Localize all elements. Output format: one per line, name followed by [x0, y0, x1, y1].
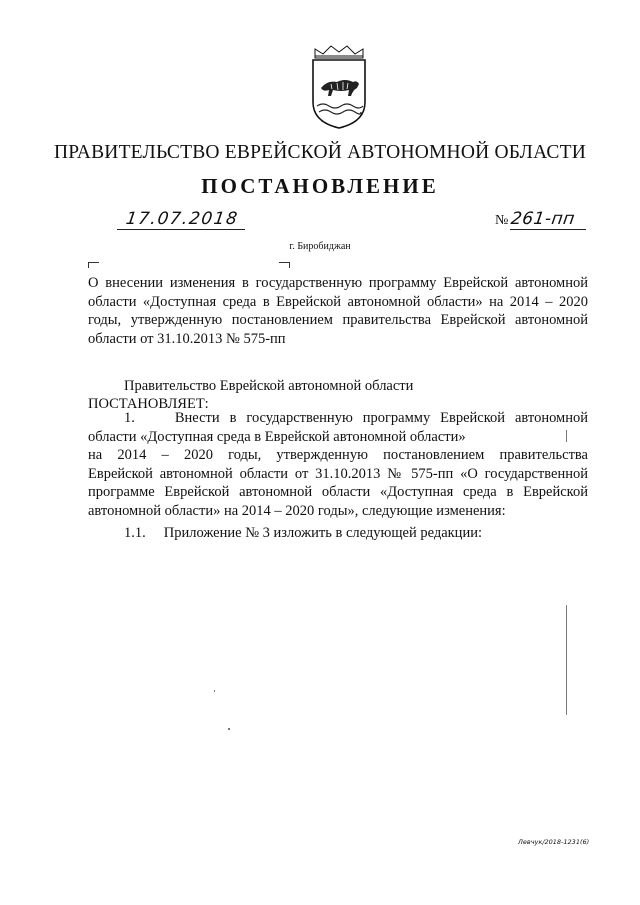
item-1-line-5: программе Еврейской автономной области «Доступная среда в Еврейской	[88, 484, 588, 500]
item-1-paragraph	[88, 409, 588, 520]
scan-artifact	[566, 605, 567, 715]
handwritten-number: 261-пп	[509, 209, 577, 229]
tiger-icon	[321, 80, 359, 96]
waves-icon	[317, 104, 363, 114]
scan-artifact	[566, 430, 567, 442]
government-title: ПРАВИТЕЛЬСТВО ЕВРЕЙСКОЙ АВТОНОМНОЙ ОБЛАСТИ	[53, 142, 587, 163]
crown-icon	[315, 46, 363, 58]
document-type-title: ПОСТАНОВЛЕНИЕ	[201, 174, 439, 198]
subject-corner-right	[279, 262, 290, 268]
item-1-line-4: Еврейской автономной области от 31.10.2013 № 575-пп «О государственной	[88, 465, 588, 482]
file-stamp: Левчук/2018-1231(6)	[518, 838, 590, 846]
scan-artifact	[228, 728, 230, 730]
item-1-line-3: на 2014 – 2020 годы, утвержденную постановлением правительства	[88, 447, 588, 463]
item-1-1-paragraph	[124, 524, 482, 543]
handwritten-date: 17.07.2018	[124, 209, 240, 229]
item-1-1-number: 1.1.	[124, 525, 146, 541]
item-1-1-text: Приложение № 3 изложить в следующей редакции:	[163, 525, 482, 541]
date-underline	[117, 229, 245, 230]
item-1-line-1: 1. Внести в государственную программу Еврейской автономной	[124, 410, 588, 426]
item-1-line-2: области «Доступная среда в Еврейской автономной области»	[88, 428, 466, 445]
resolves-label: ПОСТАНОВЛЯЕТ:	[88, 396, 209, 412]
item-1-number: 1.	[124, 410, 135, 426]
coat-of-arms-emblem	[301, 44, 377, 130]
resolving-body: Правительство Еврейской автономной области	[124, 378, 414, 394]
city-label: г. Биробиджан	[289, 241, 351, 252]
item-1-line-6: автономной области» на 2014 – 2020 годы», следующие изменения:	[88, 502, 506, 519]
scan-artifact	[214, 690, 215, 692]
number-prefix: №	[495, 213, 509, 228]
number-underline	[510, 229, 586, 230]
subject-corner-left	[88, 262, 99, 268]
subject-text: О внесении изменения в государственную программу Еврейской автономной области «Доступная среда в Еврейской автономной области» на 2014 – 2020 годы, утвержденную постановлением правительства Еврейской автономной области от 31.10.2013 № 575-пп	[88, 275, 588, 347]
shield-icon	[313, 60, 365, 128]
